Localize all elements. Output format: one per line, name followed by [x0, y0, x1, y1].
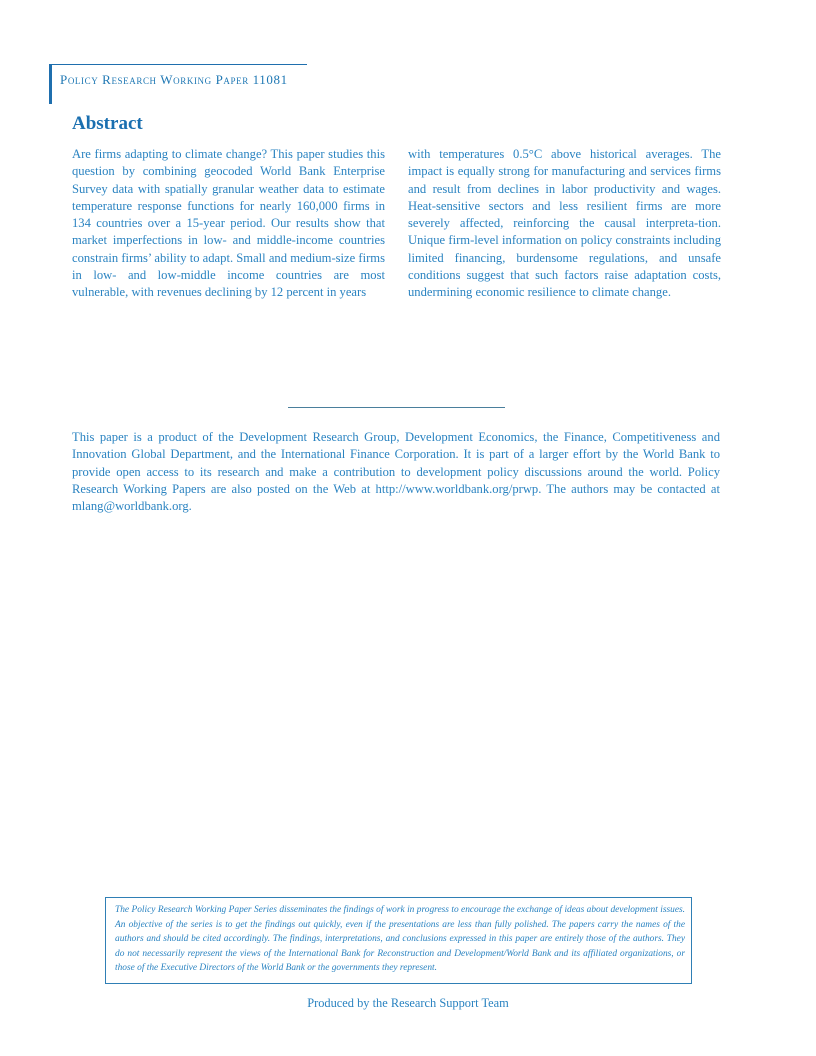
- disclaimer-box: [105, 897, 692, 984]
- section-divider: [288, 407, 505, 408]
- abstract-left-column: Are firms adapting to climate change? This paper studies this question by combining geocoded World Bank Enterprise Survey data with spatially granular weather data to estimate temperature response functions for nearly 160,000 firms in 134 countries over a 15-year period. Our results show that market imperfections in low- and middle-income countries constrain firms’ ability to adapt. Small and medium-size firms in low- and low-middle income countries are most vulnerable, with revenues declining by 12 percent in years: [72, 147, 385, 300]
- abstract-right-column: with temperatures 0.5°C above historical averages. The impact is equally strong for manufacturing and services firms and result from declines in labor productivity and wages. Heat-sensitive sectors and less resilient firms are more severely affected, reinforcing the causal interpreta-tion. Unique firm-level information on policy constraints including limited financing, burdensome regulations, and unsafe conditions suggest that such factors raise adaptation costs, undermining economic resilience to climate change.: [408, 147, 721, 300]
- product-note: This paper is a product of the Development Research Group, Development Economics, the Finance, Competitiveness and Innovation Global Department, and the International Finance Corporation. It is part of a larger effort by the World Bank to provide open access to its research and make a contribution to development policy discussions around the world. Policy Research Working Papers are also posted on the Web at http://www.worldbank.org/prwp. The authors may be contacted at mlang@worldbank.org.: [72, 430, 720, 514]
- disclaimer-text: The Policy Research Working Paper Series disseminates the findings of work in progress to encourage the exchange of ideas about development issues. An objective of the series is to get the findings out quickly, even if the presentations are less than fully polished. The papers carry the names of the authors and should be cited accordingly. The findings, interpretations, and conclusions expressed in this paper are entirely those of the authors. They do not necessarily represent the views of the International Bank for Reconstruction and Development/World Bank and its affiliated organizations, or those of the Executive Directors of the World Bank or the governments they represent.: [115, 905, 685, 974]
- series-title: Policy Research Working Paper 11081: [60, 72, 288, 87]
- series-header: [49, 64, 307, 104]
- produced-by-footer: Produced by the Research Support Team: [307, 996, 509, 1010]
- abstract-heading: Abstract: [72, 113, 143, 134]
